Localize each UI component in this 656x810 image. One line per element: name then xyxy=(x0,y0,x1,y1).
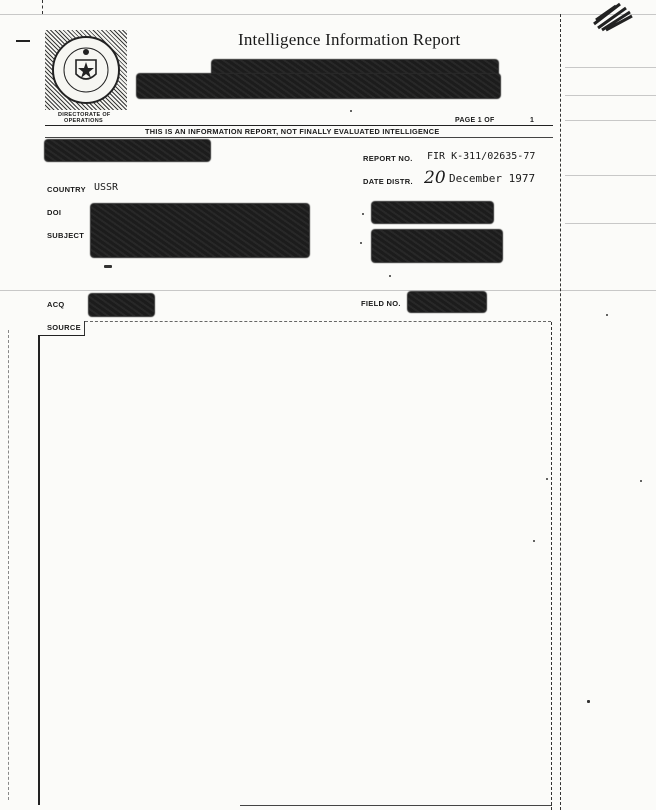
scan-line xyxy=(565,223,656,224)
scribble-mark xyxy=(590,0,640,36)
scan-speck xyxy=(606,314,608,316)
redaction-block xyxy=(91,204,309,257)
date-distr-label: DATE DISTR. xyxy=(363,177,413,186)
source-box-top-rule xyxy=(85,321,551,322)
report-title: Intelligence Information Report xyxy=(238,30,461,49)
scan-line xyxy=(0,290,656,291)
report-no-value: FIR K-311/02635-77 xyxy=(427,151,536,162)
report-no-label: REPORT NO. xyxy=(363,154,413,163)
field-no-label: FIELD NO. xyxy=(361,299,401,308)
source-tab-edge xyxy=(84,321,85,335)
seal-caption-line2: OPERATIONS xyxy=(64,118,103,124)
scan-line xyxy=(0,14,656,15)
source-box-right-edge xyxy=(551,322,552,810)
source-box-left-edge xyxy=(38,335,40,805)
redaction-block xyxy=(372,230,502,262)
source-label: SOURCE xyxy=(47,323,81,332)
scan-speck xyxy=(362,213,364,215)
scan-speck xyxy=(587,700,590,703)
banner-rule-top xyxy=(45,125,553,126)
scan-line xyxy=(565,120,656,121)
seal-caption-line1: DIRECTORATE OF xyxy=(58,112,111,118)
banner-text: THIS IS AN INFORMATION REPORT, NOT FINALLY EVALUATED INTELLIGENCE xyxy=(145,127,440,136)
scan-speck xyxy=(104,265,112,268)
date-distr-day: 20 xyxy=(424,168,446,188)
source-tab-bottom xyxy=(40,335,85,336)
scan-line xyxy=(565,95,656,96)
scan-line xyxy=(565,67,656,68)
subject-label: SUBJECT xyxy=(47,231,85,240)
scan-line xyxy=(565,175,656,176)
redaction-block xyxy=(89,294,154,316)
redaction-block xyxy=(45,140,210,161)
redaction-block xyxy=(372,202,493,223)
page-label: PAGE 1 OF xyxy=(455,117,495,124)
country-value: USSR xyxy=(94,182,119,193)
scan-speck xyxy=(640,480,642,482)
page-value: 1 xyxy=(530,117,535,124)
scan-speck xyxy=(350,110,352,112)
date-distr-value: December 1977 xyxy=(449,172,536,185)
scan-speck xyxy=(360,242,362,244)
acq-label: ACQ xyxy=(47,300,65,309)
redaction-block xyxy=(137,74,500,98)
cia-seal-box xyxy=(45,30,127,110)
source-box-bottom xyxy=(240,805,552,806)
scan-speck xyxy=(546,478,548,480)
left-dash-mark xyxy=(16,40,30,42)
left-edge-line xyxy=(8,330,9,800)
doi-label: DOI xyxy=(47,208,62,217)
left-margin-line xyxy=(42,0,43,14)
redaction-block xyxy=(408,292,486,312)
right-frame-line xyxy=(560,14,561,810)
scan-speck xyxy=(533,540,535,542)
country-label: COUNTRY xyxy=(47,185,86,194)
banner-rule-bottom xyxy=(45,137,553,138)
cia-seal-icon xyxy=(45,30,127,110)
scan-speck xyxy=(389,275,391,277)
